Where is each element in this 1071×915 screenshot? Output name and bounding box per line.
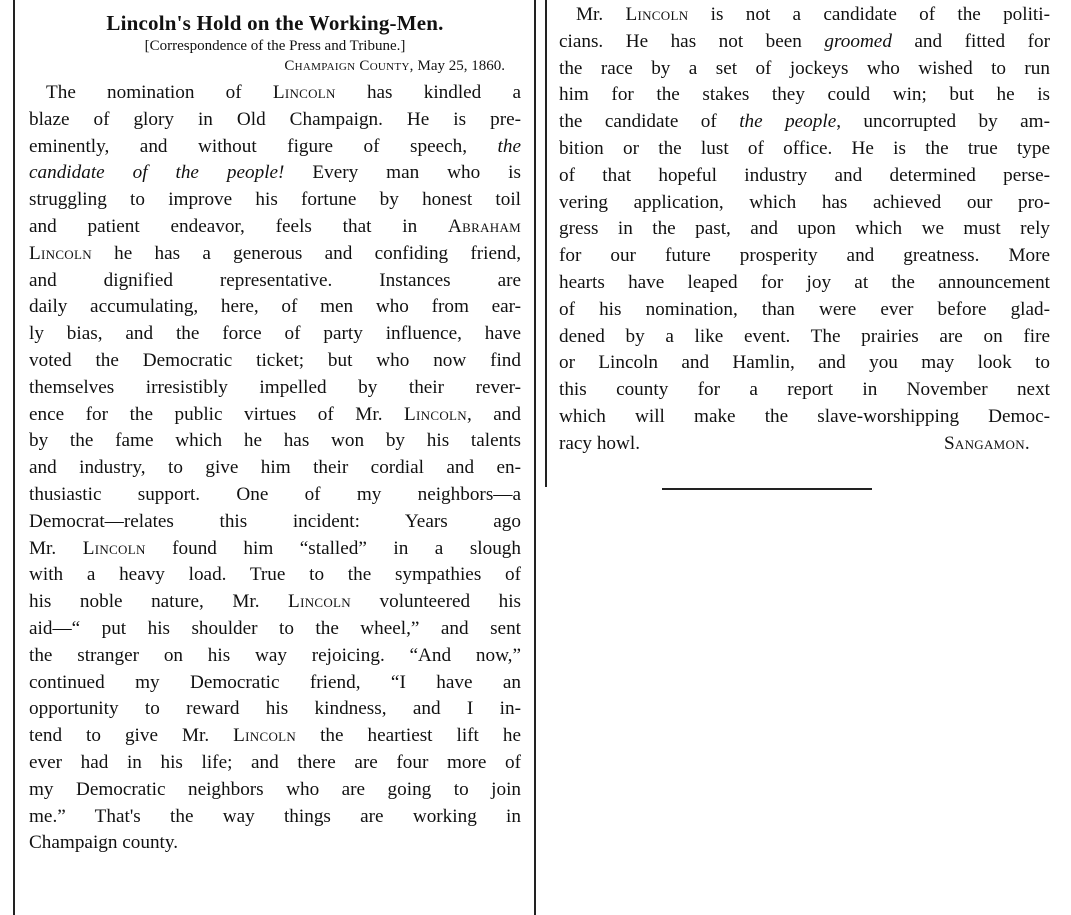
text-line <box>29 134 521 161</box>
text-run: the race by a set of jockeys who wished to run <box>559 57 1050 79</box>
text-line <box>29 107 521 134</box>
text-run: found him “stalled” in a slough <box>145 537 521 559</box>
text-run: which will make the slave-worshipping Democ- <box>559 405 1050 427</box>
small-caps-text: Lincoln <box>272 82 336 103</box>
small-caps-text: Lincoln <box>29 242 92 264</box>
text-run: Mr. <box>576 4 626 25</box>
text-run: of that hopeful industry and determined perse- <box>559 164 1050 186</box>
small-caps-text: Abraham <box>447 215 521 237</box>
text-run: with a heavy load. True to the sympathies of <box>29 564 521 586</box>
text-run: him for the stakes they could win; but he is <box>559 84 1050 106</box>
center-column-rule <box>534 0 536 915</box>
text-line <box>559 404 1050 431</box>
text-line <box>29 670 521 697</box>
text-line <box>29 536 521 563</box>
italic-text: the people <box>739 111 837 133</box>
text-line <box>559 216 1050 243</box>
text-line <box>29 348 521 375</box>
text-run: my Democratic neighbors who are going to join <box>29 778 521 800</box>
text-run: and industry, to give him their cordial and en- <box>29 457 521 479</box>
text-run: volunteered his <box>350 591 521 613</box>
text-run: vering application, which has achieved our pro- <box>559 191 1050 213</box>
text-run: ence for the public virtues of Mr. <box>29 403 405 425</box>
left-column-body <box>29 80 521 857</box>
text-run: the heartiest lift he <box>296 725 521 747</box>
text-run: daily accumulating, here, of men who from ear- <box>29 296 521 318</box>
text-line <box>559 243 1050 270</box>
text-line <box>29 402 521 429</box>
text-line <box>559 297 1050 324</box>
text-run: or Lincoln and Hamlin, and you may look to <box>559 352 1050 374</box>
text-run: Democrat—relates this incident: Years ago <box>29 510 521 532</box>
italic-text: candidate of the people! <box>29 162 285 184</box>
italic-text: the <box>497 135 521 157</box>
text-run: me.” That's the way things are working in <box>29 805 521 827</box>
text-run: blaze of glory in Old Champaign. He is pre- <box>29 108 521 130</box>
text-run: , and <box>466 403 521 425</box>
text-run: Mr. <box>29 537 83 559</box>
text-line <box>29 268 521 295</box>
text-run: his noble nature, Mr. <box>29 591 289 613</box>
left-column-rule <box>13 0 15 915</box>
text-line <box>29 375 521 402</box>
small-caps-text: Lincoln <box>404 403 467 425</box>
signature: Sangamon. <box>943 432 1030 454</box>
text-run: gress in the past, and upon which we must rely <box>559 218 1050 240</box>
small-caps-text: Lincoln <box>288 591 351 613</box>
text-line <box>29 830 521 857</box>
text-run: ly bias, and the force of party influence, have <box>29 323 521 345</box>
text-line <box>559 56 1050 83</box>
right-column-rule <box>545 0 547 487</box>
signature-line <box>559 431 1050 458</box>
correspondence-line: [Correspondence of the Press and Tribune.] <box>144 38 406 54</box>
text-run: for our future prosperity and greatness. More <box>559 245 1050 267</box>
text-line <box>29 241 521 268</box>
text-line <box>559 29 1050 56</box>
text-run: and fitted for <box>891 30 1050 52</box>
text-line <box>29 643 521 670</box>
text-run: is not a candidate of the politi- <box>688 4 1050 25</box>
text-line <box>29 187 521 214</box>
text-run: , uncorrupted by am- <box>836 111 1050 133</box>
text-line <box>559 377 1050 404</box>
text-run: bition or the lust of office. He is the true type <box>559 137 1050 159</box>
dateline-place: Champaign County, <box>284 58 414 74</box>
text-line <box>559 82 1050 109</box>
right-column <box>559 2 1050 458</box>
text-run: dened by a like event. The prairies are on fire <box>559 325 1050 347</box>
text-line <box>29 562 521 589</box>
text-line <box>29 428 521 455</box>
text-run: by the fame which he has won by his talents <box>29 430 521 452</box>
small-caps-text: Lincoln <box>82 537 146 559</box>
text-run: thusiastic support. One of my neighbors—a <box>29 483 521 505</box>
text-line <box>29 723 521 750</box>
small-caps-text: Lincoln <box>625 4 689 25</box>
text-line <box>29 160 521 187</box>
article-end-rule <box>662 488 872 490</box>
text-run: has kindled a <box>335 82 521 103</box>
text-line <box>29 777 521 804</box>
text-line <box>29 616 521 643</box>
text-run: eminently, and without figure of speech, <box>29 135 498 157</box>
text-line <box>29 482 521 509</box>
text-line <box>29 589 521 616</box>
dateline-date: May 25, 1860. <box>417 58 505 74</box>
text-run: the candidate of <box>559 111 740 133</box>
text-line <box>559 190 1050 217</box>
text-line <box>29 750 521 777</box>
text-line <box>29 696 521 723</box>
text-line <box>559 350 1050 377</box>
text-run: aid—“ put his shoulder to the wheel,” and sent <box>29 617 521 639</box>
text-run: The nomination of <box>46 82 273 103</box>
text-line <box>29 214 521 241</box>
text-run: and dignified representative. Instances are <box>29 269 521 291</box>
text-line <box>559 136 1050 163</box>
text-run: struggling to improve his fortune by honest toil <box>29 189 521 211</box>
text-run: themselves irresistibly impelled by their rever- <box>29 376 521 398</box>
article-headline: Lincoln's Hold on the Working-Men. <box>106 11 444 35</box>
dateline <box>29 56 505 76</box>
text-run: this county for a report in November next <box>559 379 1050 401</box>
text-line <box>29 294 521 321</box>
small-caps-text: Lincoln <box>233 725 297 747</box>
text-line <box>559 163 1050 190</box>
text-run: of his nomination, than were ever before glad- <box>559 298 1050 320</box>
text-run: Champaign county. <box>29 832 179 854</box>
text-line <box>559 324 1050 351</box>
text-line <box>559 270 1050 297</box>
text-line <box>29 455 521 482</box>
text-run: opportunity to reward his kindness, and I in- <box>29 698 521 720</box>
right-column-body <box>559 2 1050 431</box>
text-line <box>29 321 521 348</box>
text-line <box>29 509 521 536</box>
text-run: ever had in his life; and there are four more of <box>29 751 521 773</box>
text-line <box>559 109 1050 136</box>
text-line <box>559 2 1050 29</box>
text-run: cians. He has not been <box>559 30 825 52</box>
closing-text: racy howl. <box>559 432 640 454</box>
text-run: the stranger on his way rejoicing. “And now,” <box>29 644 521 666</box>
text-run: continued my Democratic friend, “I have an <box>29 671 521 693</box>
text-line <box>29 80 521 107</box>
text-run: Every man who is <box>284 162 521 184</box>
italic-text: groomed <box>824 30 892 52</box>
text-line <box>29 804 521 831</box>
text-run: hearts have leaped for joy at the announcement <box>559 271 1050 293</box>
text-run: voted the Democratic ticket; but who now find <box>29 349 521 371</box>
left-column <box>29 0 521 857</box>
text-run: tend to give Mr. <box>29 725 234 747</box>
text-run: he has a generous and confiding friend, <box>91 242 521 264</box>
text-run: and patient endeavor, feels that in <box>29 215 448 237</box>
